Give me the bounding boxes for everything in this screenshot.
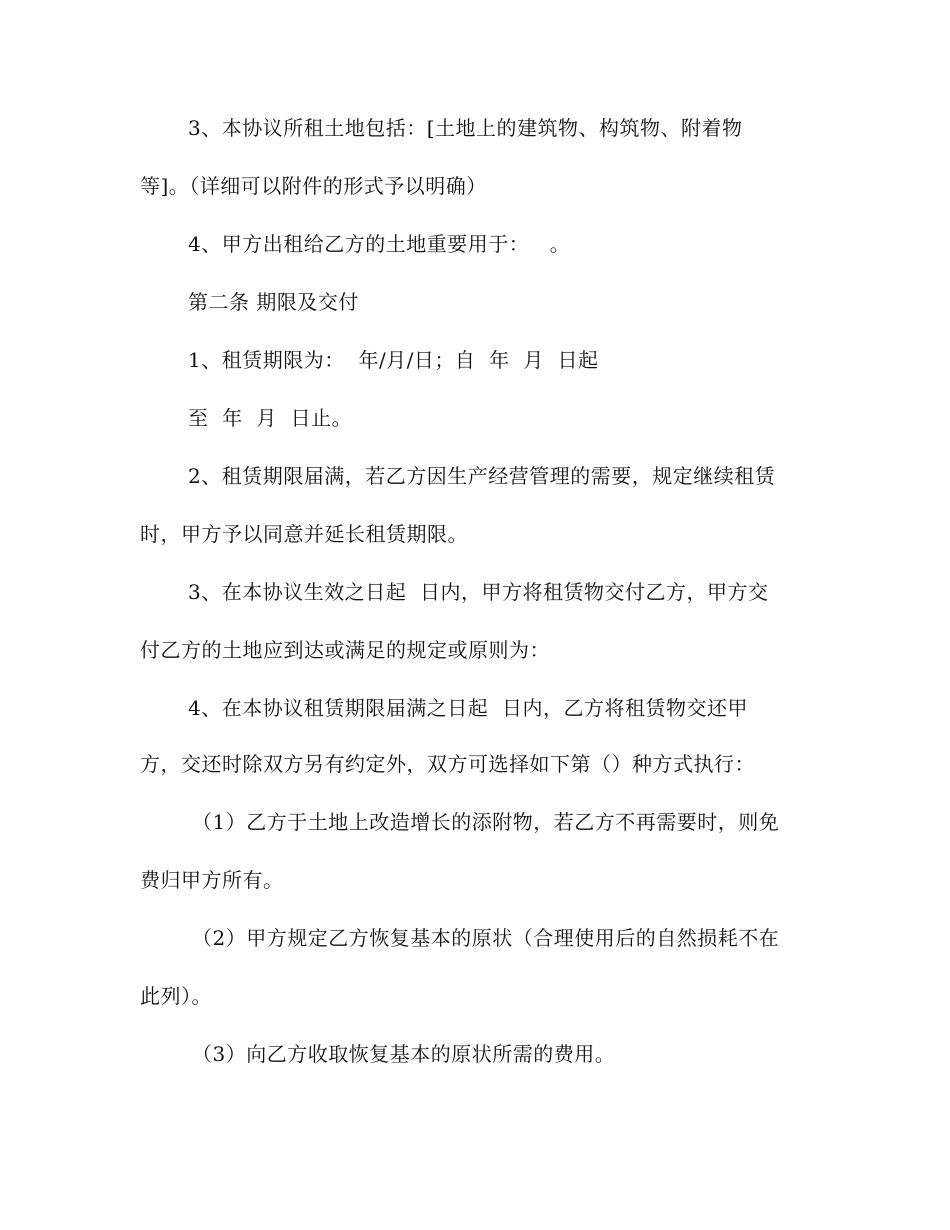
option-3: （3）向乙方收取恢复基本的原状所需的费用。 xyxy=(192,1042,616,1066)
option-1-line-2: 费归甲方所有。 xyxy=(140,868,284,892)
clause-2-4-line-1: 4、在本协议租赁期限届满之日起 日内，乙方将租赁物交还甲 xyxy=(188,696,748,720)
option-2-line-1: （2）甲方规定乙方恢复基本的原状（合理使用后的自然损耗不在 xyxy=(192,926,780,950)
clause-2-2-line-2: 时，甲方予以同意并延长租赁期限。 xyxy=(140,522,468,546)
clause-2-3-line-1: 3、在本协议生效之日起 日内，甲方将租赁物交付乙方，甲方交 xyxy=(188,580,769,604)
article-2-heading: 第二条 期限及交付 xyxy=(188,290,359,314)
clause-1-3-line-1: 3、本协议所租土地包括：[土地上的建筑物、构筑物、附着物 xyxy=(188,116,743,140)
option-1-line-1: （1）乙方于土地上改造增长的添附物，若乙方不再需要时，则免 xyxy=(192,810,780,834)
clause-2-1-line-2: 至 年 月 日止。 xyxy=(188,406,353,430)
clause-2-3-line-2: 付乙方的土地应到达或满足的规定或原则为： xyxy=(140,638,550,662)
clause-2-2-line-1: 2、租赁期限届满，若乙方因生产经营管理的需要，规定继续租赁 xyxy=(188,464,776,488)
option-2-line-2: 此列）。 xyxy=(140,984,212,1008)
clause-1-3-line-2: 等]。（详细可以附件的形式予以明确） xyxy=(140,174,487,198)
clause-2-4-line-2: 方，交还时除双方另有约定外，双方可选择如下第（）种方式执行： xyxy=(140,752,755,776)
clause-1-4: 4、甲方出租给乙方的土地重要用于： 。 xyxy=(188,232,571,256)
clause-2-1-line-1: 1、租赁期限为： 年/月/日；自 年 月 日起 xyxy=(188,348,599,372)
